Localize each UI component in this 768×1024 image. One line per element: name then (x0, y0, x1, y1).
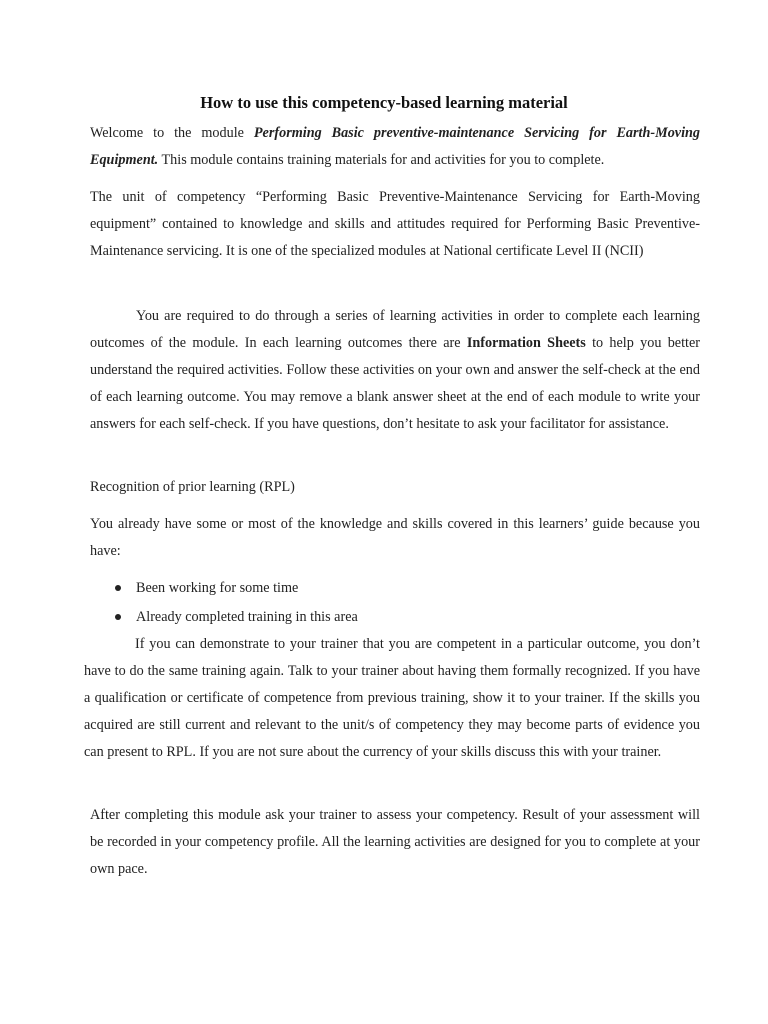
after-paragraph: After completing this module ask your trainer to assess your competency. Result of your assessment will be recorded in your competency profile. All the learning activities are designed for you to complete at your own pace. (90, 807, 700, 877)
bullet-icon (115, 614, 121, 620)
required-paragraph (90, 303, 700, 438)
module-name: Performing Basic preventive-maintenance Servicing for Earth-Moving Equipment. (90, 125, 701, 168)
bullet-text: Already completed training in this area (136, 609, 358, 625)
page-title: How to use this competency-based learning material (200, 93, 568, 112)
bullet-list (90, 574, 700, 632)
list-item (90, 574, 700, 603)
required-part2: to help you better understand the required activities. Follow these activities on your own and answer the self-check at the end of each learning outcome. You may remove a blank answer sheet at the end of each module to write your answers for each self-check. If you have questions, don’t hesitate to ask your facilitator for assistance. (90, 335, 700, 432)
welcome-suffix: This module contains training materials for and activities for you to complete. (158, 152, 605, 168)
list-item (90, 603, 700, 632)
welcome-prefix: Welcome to the module (90, 125, 254, 141)
information-sheets: Information Sheets (466, 335, 586, 351)
already-paragraph: You already have some or most of the knowledge and skills covered in this learners’ guide because you have: (90, 516, 700, 559)
demonstrate-paragraph: If you can demonstrate to your trainer that you are competent in a particular outcome, you don’t have to do the same training again. Talk to your trainer about having them formally recognized. If you have a qualification or certificate of competence from previous training, show it to your trainer. If the skills you acquired are still current and relevant to the unit/s of competency they may become parts of evidence you can present to RPL. If you are not sure about the currency of your skills discuss this with your trainer. (84, 636, 700, 760)
bullet-icon (115, 585, 121, 591)
required-part1: You are required to do through a series of learning activities in order to complete each learning outcomes of the module. In each learning outcomes there are (90, 308, 700, 351)
welcome-paragraph (90, 120, 700, 174)
unit-paragraph: The unit of competency “Performing Basic Preventive-Maintenance Servicing for Earth-Moving equipment” contained to knowledge and skills and attitudes required for Performing Basic Preventive-Maintenance servicing. It is one of the specialized modules at National certificate Level II (NCII) (90, 189, 700, 259)
bullet-text: Been working for some time (136, 580, 299, 596)
rpl-heading: Recognition of prior learning (RPL) (90, 479, 295, 495)
